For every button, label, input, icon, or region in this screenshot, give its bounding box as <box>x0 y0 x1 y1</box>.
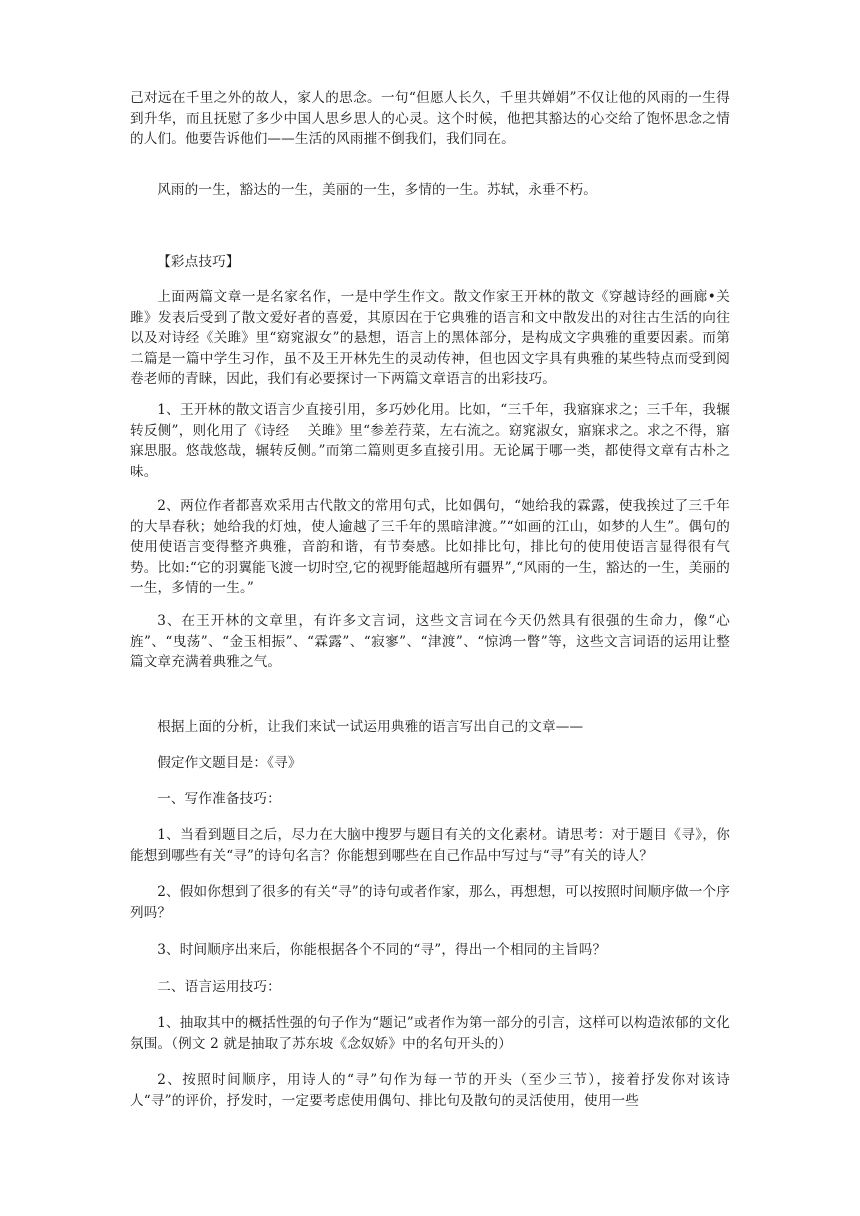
paragraph-topic: 假定作文题目是：《寻》 <box>157 755 302 771</box>
section-heading-highlight-tips: 【彩点技巧】 <box>157 254 240 270</box>
paragraph-language-1: 1、抽取其中的概括性强的句子作为“题记”或者作为第一部分的引言，这样可以构造浓郁的文化氛围。（例文 2 就是抽取了苏东坡《念奴娇》中的名句开头的） <box>130 1015 730 1052</box>
paragraph-tip-2: 2、两位作者都喜欢采用古代散文的常用句式，比如偶句，“她给我的霖露，使我挨过了三千年的大旱春秋；她给我的灯烛，使人逾越了三千年的黑暗津渡。”“如画的江山，如梦的人生”。偶句的使用使语言变得整齐典雅，音韵和谐，有节奏感。比如排比句，排比句的使用使语言显得很有气势。比如:“它的羽翼能飞渡一切时空,它的视野能超越所有疆界”,“风雨的一生，豁达的一生，美丽的一生，多情的一生。” <box>130 498 730 596</box>
paragraph-exercise-intro: 根据上面的分析，让我们来试一试运用典雅的语言写出自己的文章—— <box>157 719 584 735</box>
paragraph-su-shi-eulogy: 风雨的一生，豁达的一生，美丽的一生，多情的一生。苏轼，永垂不朽。 <box>157 182 597 198</box>
paragraph-prep-1: 1、当看到题目之后，尽力在大脑中搜罗与题目有关的文化素材。请思考：对于题目《寻》，你能想到哪些有关“寻”的诗句名言？你能想到哪些在自己作品中写过与“寻”有关的诗人？ <box>130 827 730 864</box>
paragraph-prep-3: 3、时间顺序出来后，你能根据各个不同的“寻”，得出一个相同的主旨吗？ <box>157 942 607 958</box>
heading-language-tips: 二、语言运用技巧： <box>157 979 281 995</box>
paragraph-prep-2: 2、假如你想到了很多的有关“寻”的诗句或者作家，那么，再想想，可以按照时间顺序做一个序列吗？ <box>130 884 730 921</box>
heading-preparation-tips: 一、写作准备技巧： <box>157 791 281 807</box>
paragraph-su-shi-conclusion: 己对远在千里之外的故人，家人的思念。一句“但愿人长久，千里共婵娟”不仅让他的风雨的一生得到升华，而且抚慰了多少中国人思乡思人的心灵。这个时候，他把其豁达的心交给了饱怀思念之情的人们。他要告诉他们——生活的风雨摧不倒我们，我们同在。 <box>130 90 730 147</box>
paragraph-language-2: 2、按照时间顺序，用诗人的“寻”句作为每一节的开头（至少三节），接着抒发你对该诗人“寻”的评价，抒发时，一定要考虑使用偶句、排比句及散句的灵活使用，使用一些 <box>130 1072 730 1109</box>
paragraph-analysis-intro: 上面两篇文章一是名家名作，一是中学生作文。散文作家王开林的散文《穿越诗经的画廊•关雎》发表后受到了散文爱好者的喜爱，其原因在于它典雅的语言和文中散发出的对往古生活的向往以及对诗经《关雎》里“窈窕淑女”的悬想，语言上的黑体部分，是构成文字典雅的重要因素。而第二篇是一篇中学生习作，虽不及王开林先生的灵动传神，但也因文字具有典雅的某些特点而受到阅卷老师的青睐，因此，我们有必要探讨一下两篇文章语言的出彩技巧。 <box>130 289 730 387</box>
paragraph-tip-3: 3、在王开林的文章里，有许多文言词，这些文言词在今天仍然具有很强的生命力，像“心旌”、“曳荡”、“金玉相振”、“霖露”、“寂寥”、“津渡”、“惊鸿一瞥”等，这些文言词语的运用让整篇文章充满着典雅之气。 <box>130 613 730 670</box>
paragraph-tip-1: 1、王开林的散文语言少直接引用，多巧妙化用。比如，“三千年，我寤寐求之；三千年，我辗转反侧”，则化用了《诗经 关雎》里“参差荇菜，左右流之。窈窕淑女，寤寐求之。求之不得，寤寐思服。悠哉悠哉，辗转反侧。”而第二篇则更多直接引用。无论属于哪一类，都使得文章有古朴之味。 <box>130 402 730 480</box>
